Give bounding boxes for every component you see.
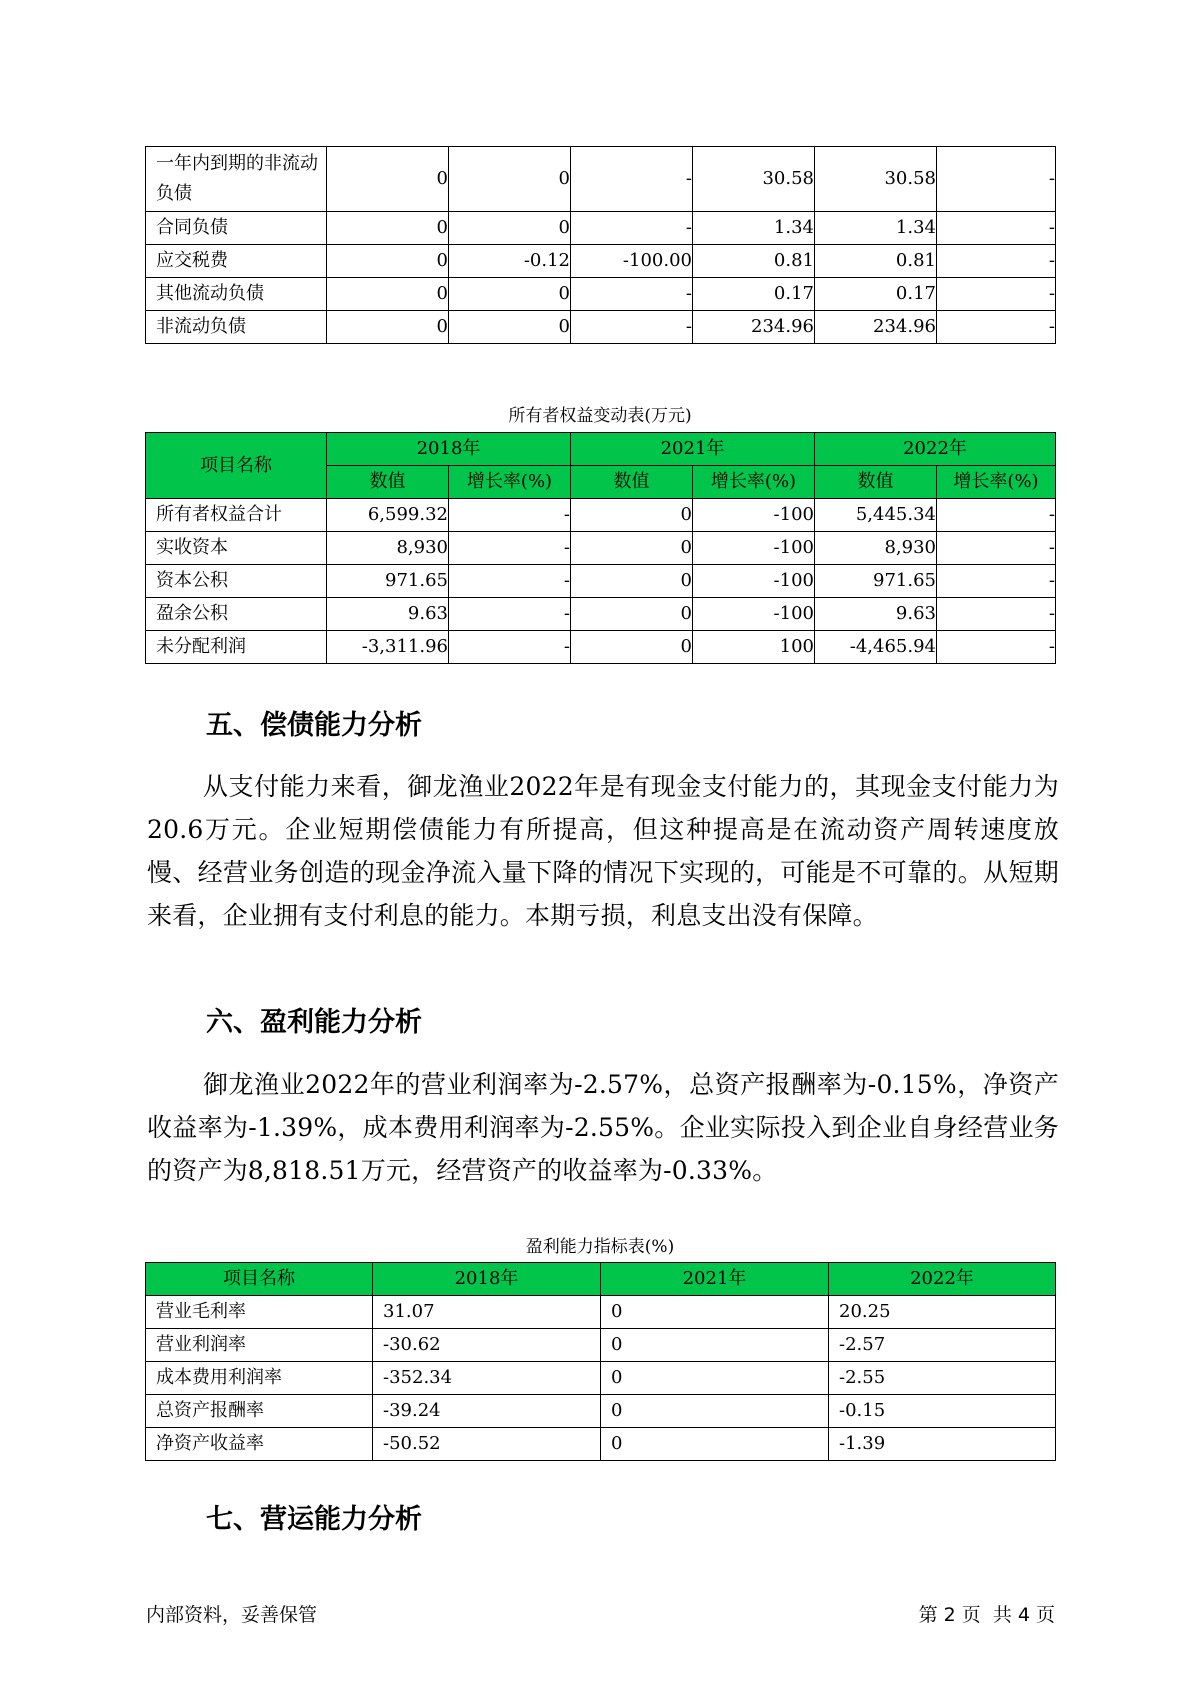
table-cell: 0 [601,1329,829,1362]
growth-header: 增长率(%) [693,466,815,499]
table-cell: -2.55 [829,1362,1056,1395]
profit-table [145,1262,1056,1461]
table-cell: 20.25 [829,1296,1056,1329]
table-row [146,147,1056,212]
table-cell: 0.81 [693,245,815,278]
table-cell: 0 [449,311,571,344]
table-cell: 1.34 [815,212,937,245]
table-cell: -4,465.94 [815,631,937,664]
item-name-header: 项目名称 [146,433,327,499]
table-cell: - [937,532,1056,565]
table-cell: 0 [327,278,449,311]
table-cell: 971.65 [815,565,937,598]
section-paragraph: 御龙渔业2022年的营业利润率为-2.57%，总资产报酬率为-0.15%，净资产收益率为-1.39%，成本费用利润率为-2.55%。企业实际投入到企业自身经营业务的资产为8,818.51万元，经营资产的收益率为-0.33%。 [147,1070,1059,1185]
row-name: 成本费用利润率 [146,1362,373,1395]
table-cell: -1.39 [829,1428,1056,1461]
table-cell: 0 [601,1296,829,1329]
table-cell: 0 [601,1362,829,1395]
section-heading: 五、偿债能力分析 [206,710,422,741]
table-row [146,532,1056,565]
table-cell: - [571,212,693,245]
table-cell: 0 [571,631,693,664]
table-cell: 0 [327,212,449,245]
table-cell: 100 [693,631,815,664]
table-cell: -100 [693,532,815,565]
table-header-cell: 2021年 [601,1263,829,1296]
table-header-row [146,433,1056,466]
table-cell: 0 [571,499,693,532]
table-cell: 0 [449,147,571,212]
table-cell: 0 [449,278,571,311]
table-row [146,1362,1056,1395]
table-row [146,311,1056,344]
row-name: 盈余公积 [146,598,327,631]
table-cell: 0 [327,147,449,212]
liability-table [145,146,1056,344]
row-name: 净资产收益率 [146,1428,373,1461]
table-cell: 9.63 [327,598,449,631]
table-row [146,598,1056,631]
table-row [146,565,1056,598]
table-cell: 0 [571,532,693,565]
row-name: 营业利润率 [146,1329,373,1362]
row-name: 一年内到期的非流动负债 [146,147,327,212]
table-cell: -2.57 [829,1329,1056,1362]
table-cell: 971.65 [327,565,449,598]
table-cell: 234.96 [693,311,815,344]
table-cell: - [449,598,571,631]
table-cell: - [937,212,1056,245]
row-name: 未分配利润 [146,631,327,664]
table-cell: 31.07 [373,1296,601,1329]
table-cell: 8,930 [327,532,449,565]
row-name: 实收资本 [146,532,327,565]
table-header-cell: 2018年 [373,1263,601,1296]
table-cell: -100 [693,598,815,631]
table-cell: - [449,565,571,598]
row-name: 营业毛利率 [146,1296,373,1329]
table-cell: -30.62 [373,1329,601,1362]
row-name: 所有者权益合计 [146,499,327,532]
table-cell: -0.12 [449,245,571,278]
table-cell: 0 [571,565,693,598]
table-cell: -100 [693,499,815,532]
table-cell: -50.52 [373,1428,601,1461]
table-cell: - [571,311,693,344]
table-header-cell: 项目名称 [146,1263,373,1296]
table-cell: -100.00 [571,245,693,278]
row-name: 其他流动负债 [146,278,327,311]
table-cell: - [449,532,571,565]
table-cell: 9.63 [815,598,937,631]
value-header: 数值 [327,466,449,499]
table-row [146,1428,1056,1461]
table-cell: - [937,147,1056,212]
table-row [146,1296,1056,1329]
table-cell: 0 [327,311,449,344]
table-header-row [146,1263,1056,1296]
section-heading: 七、营运能力分析 [206,1504,422,1535]
section-paragraph: 从支付能力来看，御龙渔业2022年是有现金支付能力的，其现金支付能力为20.6万元。企业短期偿债能力有所提高，但这种提高是在流动资产周转速度放慢、经营业务创造的现金净流入量下降的情况下实现的，可能是不可靠的。从短期来看，企业拥有支付利息的能力。本期亏损，利息支出没有保障。 [147,772,1059,930]
table-cell: - [937,278,1056,311]
table-cell: 0 [601,1428,829,1461]
table-cell: -3,311.96 [327,631,449,664]
page-number: 第 2 页 共 4 页 [918,1604,1055,1626]
table-cell: -0.15 [829,1395,1056,1428]
table-cell: - [449,499,571,532]
table-cell: 5,445.34 [815,499,937,532]
footer-note: 内部资料，妥善保管 [146,1604,318,1626]
row-name: 总资产报酬率 [146,1395,373,1428]
value-header: 数值 [571,466,693,499]
table-row [146,631,1056,664]
table-cell: - [937,499,1056,532]
table-cell: - [937,631,1056,664]
table-cell: - [449,631,571,664]
table-row [146,1329,1056,1362]
table-cell: - [937,565,1056,598]
table-cell: 0 [327,245,449,278]
table-header-cell: 2022年 [829,1263,1056,1296]
table-cell: 0.17 [693,278,815,311]
growth-header: 增长率(%) [937,466,1056,499]
growth-header: 增长率(%) [449,466,571,499]
year-header: 2022年 [815,433,1056,466]
table-cell: 30.58 [815,147,937,212]
table-row [146,212,1056,245]
table-cell: - [571,147,693,212]
table-cell: -39.24 [373,1395,601,1428]
table-cell: 6,599.32 [327,499,449,532]
row-name: 资本公积 [146,565,327,598]
table-row [146,245,1056,278]
table-cell: -100 [693,565,815,598]
row-name: 合同负债 [146,212,327,245]
table-cell: 0 [601,1395,829,1428]
table-row [146,499,1056,532]
table-cell: 0.81 [815,245,937,278]
table-cell: - [937,245,1056,278]
profit-table-caption: 盈利能力指标表(%) [525,1237,675,1257]
section-heading: 六、盈利能力分析 [206,1007,422,1038]
table-cell: 8,930 [815,532,937,565]
table-cell: 0 [571,598,693,631]
table-cell: 30.58 [693,147,815,212]
table-cell: 0 [449,212,571,245]
row-name: 非流动负债 [146,311,327,344]
table-cell: 234.96 [815,311,937,344]
year-header: 2018年 [327,433,571,466]
table-row [146,278,1056,311]
equity-table-caption: 所有者权益变动表(万元) [508,406,692,426]
equity-table [145,432,1056,664]
table-cell: - [571,278,693,311]
table-cell: - [937,311,1056,344]
table-cell: 0.17 [815,278,937,311]
row-name: 应交税费 [146,245,327,278]
year-header: 2021年 [571,433,815,466]
value-header: 数值 [815,466,937,499]
table-cell: -352.34 [373,1362,601,1395]
table-cell: - [937,598,1056,631]
table-cell: 1.34 [693,212,815,245]
table-row [146,1395,1056,1428]
